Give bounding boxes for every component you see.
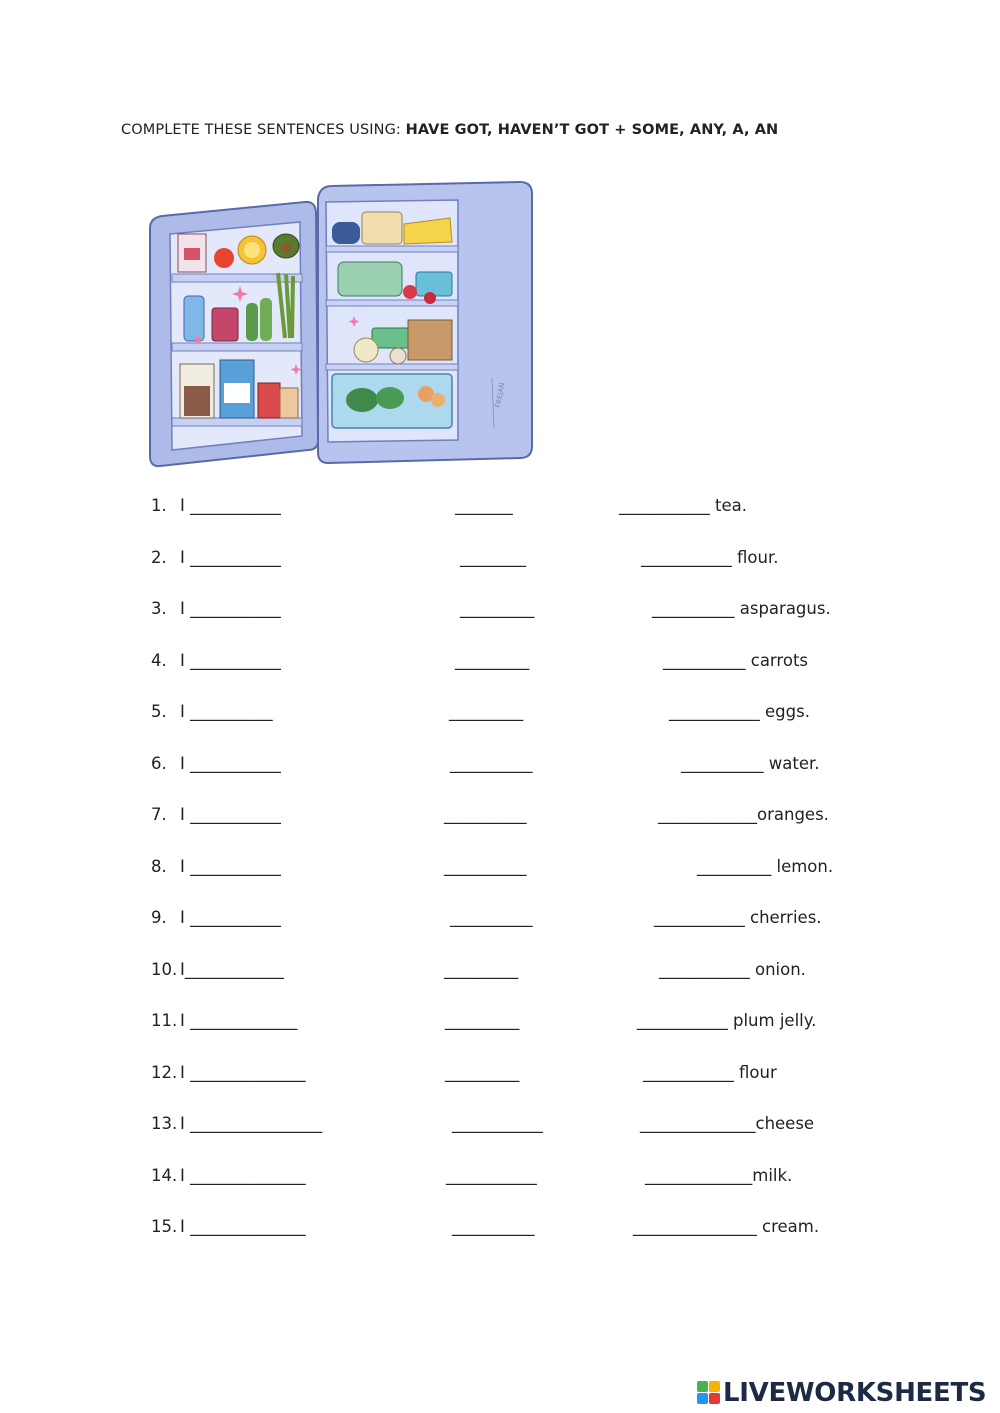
logo-mark-icon	[697, 1381, 721, 1405]
subject-blank[interactable]: I ______________	[180, 1217, 306, 1236]
item-number: 12.	[151, 1063, 178, 1082]
logo-text: LIVEWORKSHEETS	[723, 1378, 987, 1408]
exercise-row	[0, 1217, 1000, 1247]
exercise-row	[0, 702, 1000, 732]
exercise-row	[0, 548, 1000, 578]
quantifier-blank[interactable]: _________	[445, 1063, 520, 1082]
exercise-row	[0, 857, 1000, 887]
noun-blank[interactable]: _______________ cream.	[633, 1217, 820, 1236]
noun-blank[interactable]: _________ lemon.	[697, 857, 834, 876]
instruction-prefix: COMPLETE THESE SENTENCES USING:	[121, 122, 406, 138]
subject-blank[interactable]: I ______________	[180, 1166, 306, 1185]
liveworksheets-logo	[697, 1378, 986, 1408]
subject-blank[interactable]: I ___________	[180, 651, 281, 670]
subject-blank[interactable]: I ___________	[180, 548, 281, 567]
noun-blank[interactable]: ___________ plum jelly.	[637, 1011, 817, 1030]
exercise-row	[0, 908, 1000, 938]
subject-blank[interactable]: I ___________	[180, 754, 281, 773]
subject-blank[interactable]: I ________________	[180, 1114, 323, 1133]
quantifier-blank[interactable]: ________	[460, 548, 526, 567]
noun-blank[interactable]: ___________ flour.	[641, 548, 779, 567]
exercise-row	[0, 1166, 1000, 1196]
exercise-row	[0, 599, 1000, 629]
fridge-body	[318, 182, 532, 463]
item-number: 7.	[151, 805, 167, 824]
quantifier-blank[interactable]: __________	[452, 1217, 535, 1236]
noun-blank[interactable]: ___________ tea.	[619, 496, 747, 515]
subject-blank[interactable]: I ___________	[180, 496, 281, 515]
quantifier-blank[interactable]: __________	[444, 805, 527, 824]
instruction-text	[121, 122, 778, 138]
subject-blank[interactable]: I ___________	[180, 805, 281, 824]
subject-blank[interactable]: I ___________	[180, 599, 281, 618]
noun-blank[interactable]: ___________ eggs.	[669, 702, 810, 721]
quantifier-blank[interactable]: _________	[444, 960, 519, 979]
quantifier-blank[interactable]: _________	[460, 599, 535, 618]
item-number: 13.	[151, 1114, 178, 1133]
quantifier-blank[interactable]: _______	[455, 496, 513, 515]
quantifier-blank[interactable]: __________	[444, 857, 527, 876]
item-number: 15.	[151, 1217, 178, 1236]
item-number: 10.	[151, 960, 178, 979]
subject-blank[interactable]: I _____________	[180, 1011, 298, 1030]
exercise-row	[0, 960, 1000, 990]
exercise-row	[0, 1114, 1000, 1144]
item-number: 8.	[151, 857, 167, 876]
fridge-illustration	[140, 178, 540, 473]
item-number: 1.	[151, 496, 167, 515]
item-number: 2.	[151, 548, 167, 567]
noun-blank[interactable]: ___________ flour	[643, 1063, 777, 1082]
item-number: 11.	[151, 1011, 178, 1030]
exercise-row	[0, 805, 1000, 835]
exercise-row	[0, 754, 1000, 784]
noun-blank[interactable]: ______________cheese	[640, 1114, 815, 1133]
quantifier-blank[interactable]: __________	[450, 908, 533, 927]
subject-blank[interactable]: I ___________	[180, 857, 281, 876]
subject-blank[interactable]: I ___________	[180, 908, 281, 927]
exercise-row	[0, 1011, 1000, 1041]
quantifier-blank[interactable]: __________	[450, 754, 533, 773]
instruction-bold: HAVE GOT, HAVEN’T GOT + SOME, ANY, A, AN	[405, 122, 779, 138]
noun-blank[interactable]: __________ carrots	[663, 651, 809, 670]
item-number: 5.	[151, 702, 167, 721]
item-number: 9.	[151, 908, 167, 927]
noun-blank[interactable]: ____________oranges.	[658, 805, 829, 824]
item-number: 14.	[151, 1166, 178, 1185]
subject-blank[interactable]: I ______________	[180, 1063, 306, 1082]
quantifier-blank[interactable]: _________	[455, 651, 530, 670]
subject-blank[interactable]: I __________	[180, 702, 273, 721]
quantifier-blank[interactable]: ___________	[446, 1166, 537, 1185]
exercise-row	[0, 651, 1000, 681]
item-number: 4.	[151, 651, 167, 670]
subject-blank[interactable]: I____________	[180, 960, 284, 979]
noun-blank[interactable]: ___________ onion.	[659, 960, 806, 979]
exercise-row	[0, 1063, 1000, 1093]
item-number: 6.	[151, 754, 167, 773]
noun-blank[interactable]: ___________ cherries.	[654, 908, 822, 927]
noun-blank[interactable]: __________ water.	[681, 754, 820, 773]
item-number: 3.	[151, 599, 167, 618]
exercise-row	[0, 496, 1000, 526]
quantifier-blank[interactable]: _________	[445, 1011, 520, 1030]
quantifier-blank[interactable]: ___________	[452, 1114, 543, 1133]
quantifier-blank[interactable]: _________	[449, 702, 524, 721]
fridge-door	[150, 202, 318, 466]
artist-signature: FREJAN	[494, 382, 507, 409]
noun-blank[interactable]: __________ asparagus.	[652, 599, 831, 618]
noun-blank[interactable]: _____________milk.	[645, 1166, 793, 1185]
